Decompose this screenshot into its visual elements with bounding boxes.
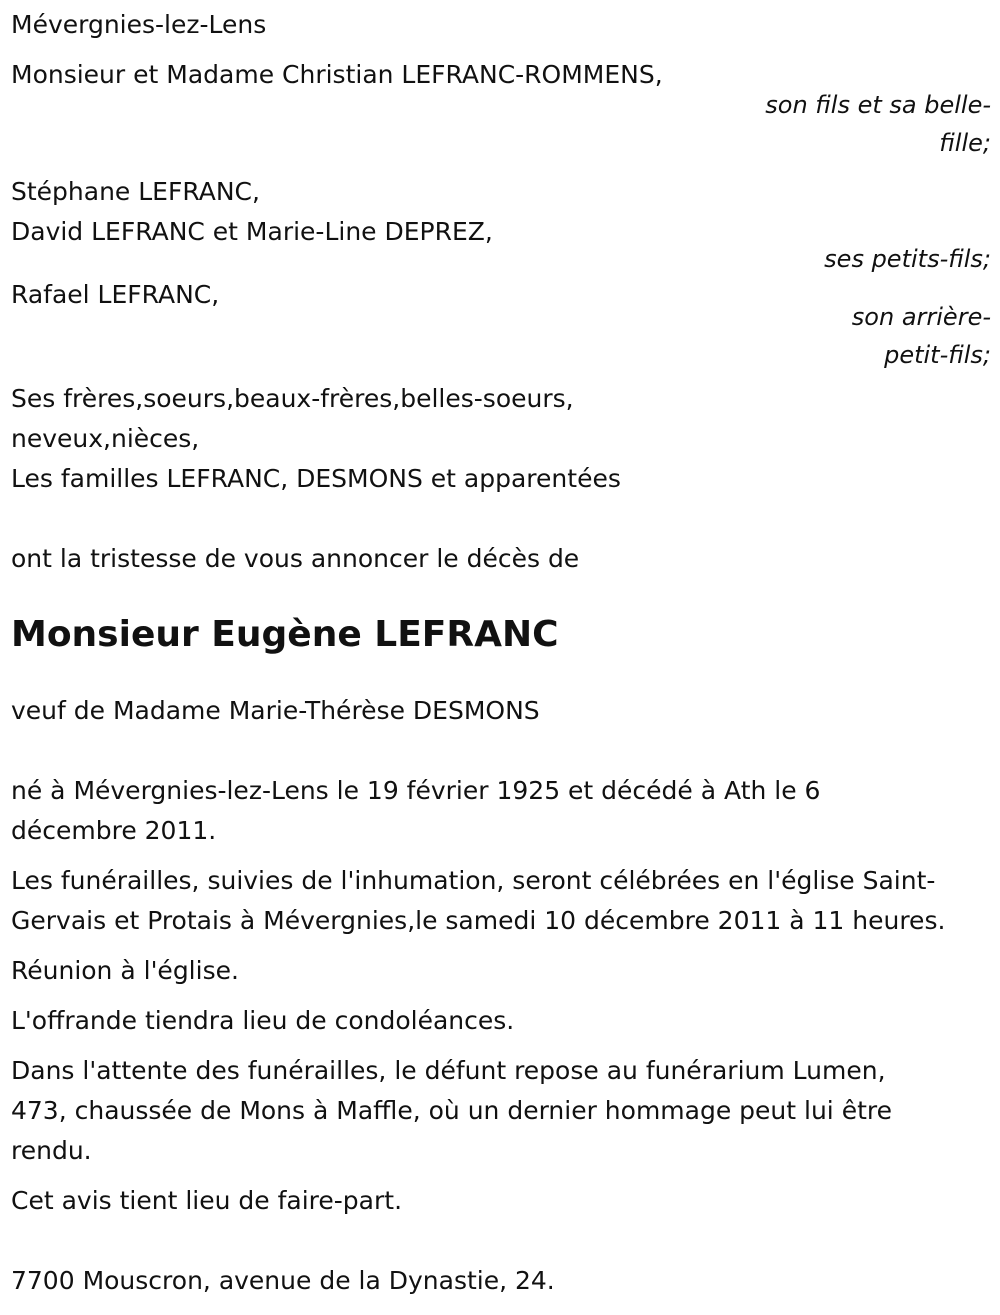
repose-line-1: Dans l'attente des funérailles, le défunt repose au funérarium Lumen, xyxy=(11,1056,886,1085)
notice-text: Cet avis tient lieu de faire-part. xyxy=(11,1186,403,1215)
grandson-1: Stéphane LEFRANC, xyxy=(11,177,260,206)
obituary-notice xyxy=(11,5,991,1301)
son-relation-line-2: fille; xyxy=(939,129,991,157)
great-grandson-relation-line-1: son arrière- xyxy=(851,303,991,331)
repose-line-2: 473, chaussée de Mons à Maffle, où un dernier hommage peut lui être xyxy=(11,1096,892,1125)
repose-line-3: rendu. xyxy=(11,1136,92,1165)
birth-death-line-2: décembre 2011. xyxy=(11,816,217,845)
address-line: 7700 Mouscron, avenue de la Dynastie, 24. xyxy=(11,1266,555,1295)
extended-family-line-3: Les familles LEFRANC, DESMONS et apparentées xyxy=(11,464,621,493)
great-grandson-relation-line-2: petit-fils; xyxy=(884,341,991,369)
deceased-name: Monsieur Eugène LEFRANC xyxy=(11,614,559,655)
grandsons-relation: ses petits-fils; xyxy=(824,245,991,273)
funeral-service-line-1: Les funérailles, suivies de l'inhumation, seront célébrées en l'église Saint- xyxy=(11,866,936,895)
widower-of: veuf de Madame Marie-Thérèse DESMONS xyxy=(11,696,540,725)
extended-family-line-2: neveux,nièces, xyxy=(11,424,200,453)
grandson-2: David LEFRANC et Marie-Line DEPREZ, xyxy=(11,217,493,246)
meeting-info: Réunion à l'église. xyxy=(11,956,239,985)
son-names: Monsieur et Madame Christian LEFRANC-ROMMENS, xyxy=(11,60,663,89)
son-relation-line-1: son fils et sa belle- xyxy=(765,91,991,119)
funeral-service-line-2: Gervais et Protais à Mévergnies,le samedi 10 décembre 2011 à 11 heures. xyxy=(11,906,946,935)
extended-family-line-1: Ses frères,soeurs,beaux-frères,belles-soeurs, xyxy=(11,384,574,413)
announcement-intro: ont la tristesse de vous annoncer le décès de xyxy=(11,544,580,573)
offering-info: L'offrande tiendra lieu de condoléances. xyxy=(11,1006,515,1035)
location-line: Mévergnies-lez-Lens xyxy=(11,10,267,39)
great-grandson: Rafael LEFRANC, xyxy=(11,280,220,309)
birth-death-line-1: né à Mévergnies-lez-Lens le 19 février 1925 et décédé à Ath le 6 xyxy=(11,776,821,805)
